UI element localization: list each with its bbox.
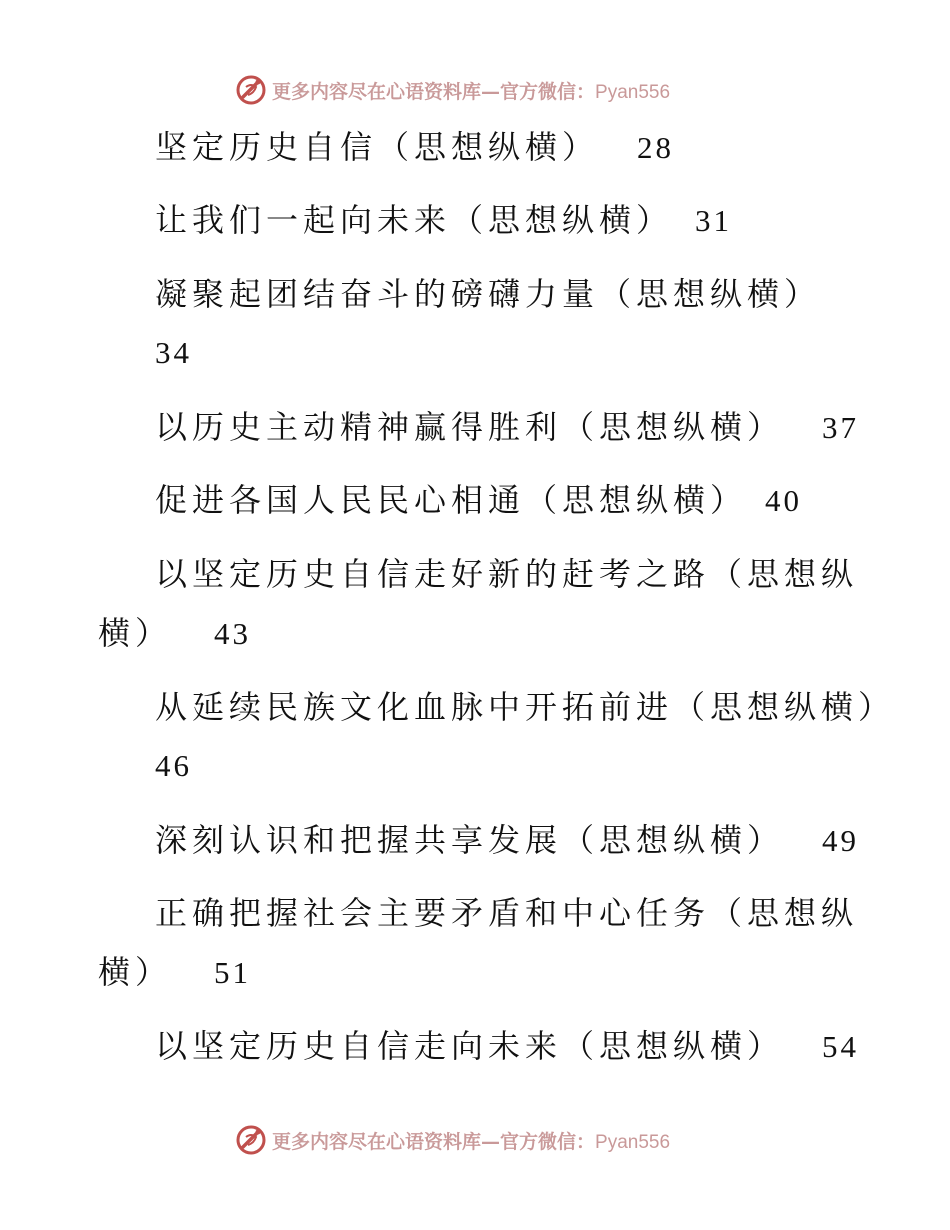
logo-icon [234, 73, 268, 107]
toc-entry [98, 613, 251, 654]
toc-entry-title: 深刻认识和把握共享发展（思想纵横） [155, 821, 785, 859]
toc-entry-title: 以坚定历史自信走好新的赶考之路（思想纵 [155, 555, 859, 593]
toc-entry-title: 以历史主动精神赢得胜利（思想纵横） [155, 408, 785, 446]
toc-entry [155, 820, 859, 861]
toc-entry-page: 28 [637, 130, 675, 165]
toc-entry-page: 34 [155, 335, 192, 370]
toc-entry-title: 正确把握社会主要矛盾和中心任务（思想纵 [155, 894, 859, 932]
toc-entry-page: 37 [822, 410, 860, 445]
toc-entry-page: 49 [822, 823, 860, 858]
toc-entry [98, 952, 251, 993]
watermark-text: 更多内容尽在心语资料库—官方微信：Pyan556 [272, 80, 671, 103]
toc-entry-title: 让我们一起向未来（思想纵横） [155, 201, 674, 239]
toc-entry-page: 51 [214, 955, 252, 990]
toc-entry-title: 促进各国人民民心相通（思想纵横） [155, 481, 748, 519]
toc-entry [155, 200, 732, 241]
toc-entry-title-cont: 横） [98, 953, 173, 991]
toc-entry [155, 407, 859, 448]
header-watermark [234, 72, 714, 108]
toc-entry-page: 31 [695, 203, 733, 238]
watermark-text: 更多内容尽在心语资料库—官方微信：Pyan556 [272, 1130, 671, 1153]
toc-entry [155, 1026, 859, 1067]
toc-entry-title: 从延续民族文化血脉中开拓前进（思想纵横） [155, 688, 896, 726]
toc-entry-title: 凝聚起团结奋斗的磅礴力量（思想纵横） [155, 275, 822, 313]
toc-entry-page: 40 [765, 483, 803, 518]
toc-entry [155, 127, 674, 168]
toc-entry [155, 480, 802, 521]
toc-entry-page: 54 [822, 1029, 860, 1064]
toc-entry-title-cont: 横） [98, 614, 173, 652]
logo-icon [234, 1123, 268, 1157]
footer-watermark [234, 1122, 714, 1158]
toc-entry-title: 坚定历史自信（思想纵横） [155, 128, 600, 166]
toc-entry-page: 46 [155, 748, 192, 783]
toc-entry-page: 43 [214, 616, 252, 651]
toc-entry-title: 以坚定历史自信走向未来（思想纵横） [155, 1027, 785, 1065]
